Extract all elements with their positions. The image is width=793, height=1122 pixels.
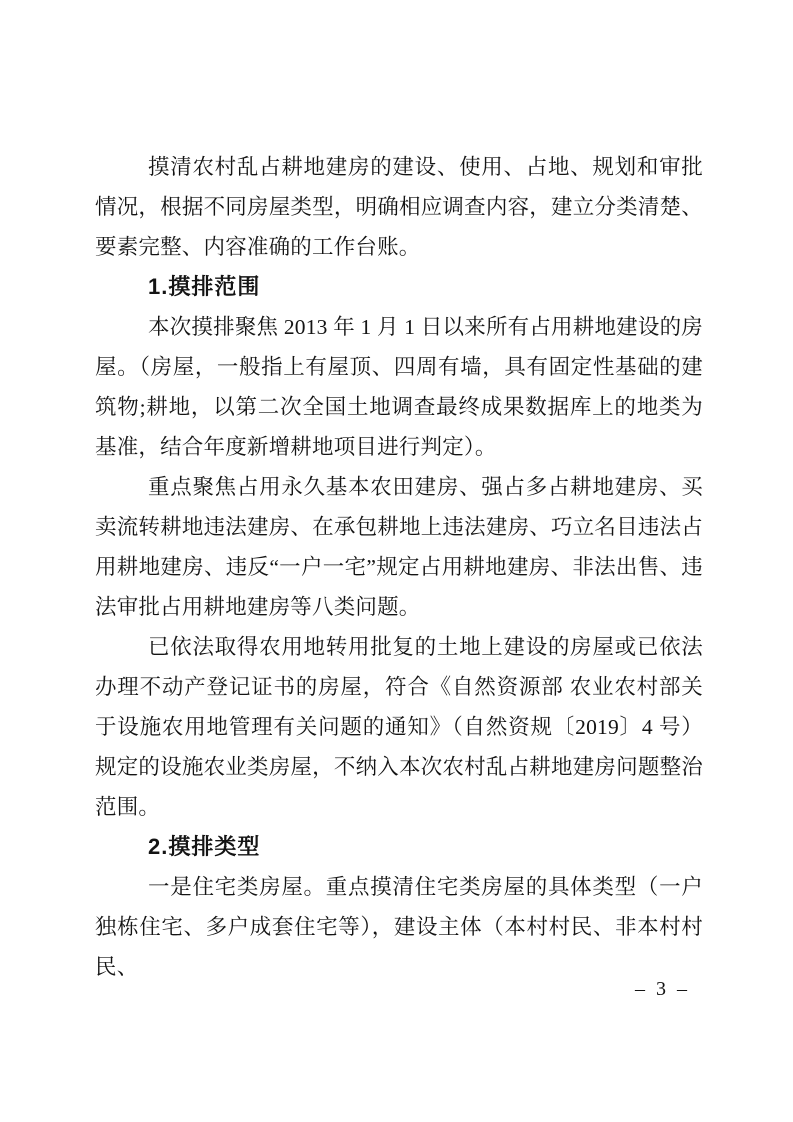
document-body: [95, 147, 703, 987]
paragraph-exemptions: 已依法取得农用地转用批复的土地上建设的房屋或已依法办理不动产登记证书的房屋，符合《自然资源部 农业农村部关于设施农用地管理有关问题的通知》（自然资规〔2019〕4 号）规定的设施农业类房屋，不纳入本次农村乱占耕地建房问题整治范围。: [95, 635, 703, 819]
paragraph-survey-focus: 本次摸排聚焦 2013 年 1 月 1 日以来所有占用耕地建设的房屋。（房屋，一般指上有屋顶、四周有墙，具有固定性基础的建筑物;耕地，以第二次全国土地调查最终成果数据库上的地类为基准，结合年度新增耕地项目进行判定）。: [95, 315, 703, 459]
heading-survey-types: 2.摸排类型: [148, 834, 261, 859]
paragraph-intro: 摸清农村乱占耕地建房的建设、使用、占地、规划和审批情况，根据不同房屋类型，明确相应调查内容，建立分类清楚、要素完整、内容准确的工作台账。: [95, 155, 703, 259]
paragraph-residential-houses: 一是住宅类房屋。重点摸清住宅类房屋的具体类型（一户独栋住宅、多户成套住宅等），建设主体（本村村民、非本村村民、: [95, 875, 703, 979]
page-number: – 3 –: [635, 978, 690, 1000]
heading-survey-scope: 1.摸排范围: [148, 274, 261, 299]
paragraph-eight-problem-types: 重点聚焦占用永久基本农田建房、强占多占耕地建房、买卖流转耕地违法建房、在承包耕地上违法建房、巧立名目违法占用耕地建房、违反“一户一宅”规定占用耕地建房、非法出售、违法审批占用耕地建房等八类问题。: [95, 475, 703, 619]
